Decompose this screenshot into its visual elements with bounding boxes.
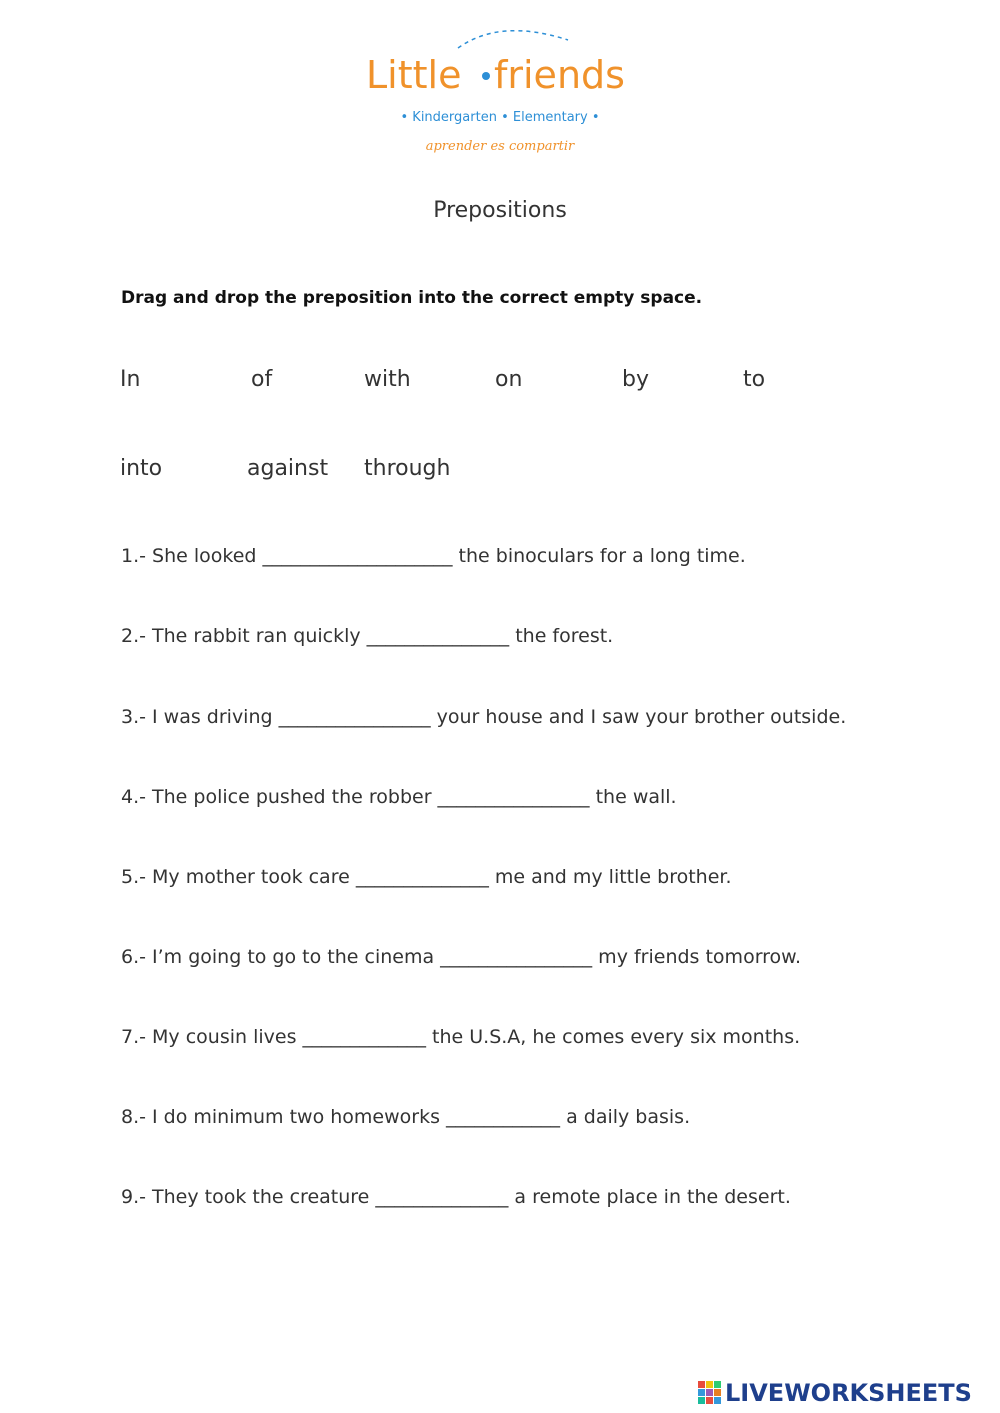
instruction-text: Drag and drop the preposition into the correct empty space. (121, 288, 703, 308)
sentence-8: 8.- I do minimum two homeworks ____________ a daily basis. (121, 1106, 691, 1128)
little-friends-logo (360, 26, 640, 156)
sentence-9: 9.- They took the creature ______________ a remote place in the desert. (121, 1186, 791, 1208)
liveworksheets-text: LIVEWORKSHEETS (725, 1379, 972, 1407)
logo-brand-text-2: friends (494, 53, 625, 97)
page-title: Prepositions (433, 198, 567, 223)
logo-tagline: aprender es compartir (425, 139, 575, 154)
liveworksheets-logo-icon (698, 1381, 722, 1405)
sentence-1: 1.- She looked ____________________ the binoculars for a long time. (121, 545, 746, 567)
word-on[interactable]: on (495, 367, 523, 392)
word-through[interactable]: through (364, 456, 451, 481)
logo-brand-text: Little (366, 53, 462, 97)
word-with[interactable]: with (364, 367, 411, 392)
word-of[interactable]: of (251, 367, 273, 392)
logo-dot-icon (482, 72, 490, 80)
sentence-6: 6.- I’m going to go to the cinema ________________ my friends tomorrow. (121, 946, 802, 968)
sentence-2: 2.- The rabbit ran quickly _______________ the forest. (121, 625, 614, 647)
word-into[interactable]: into (120, 456, 163, 481)
sentence-7: 7.- My cousin lives _____________ the U.S.A, he comes every six months. (121, 1026, 801, 1048)
sentence-5: 5.- My mother took care ______________ me and my little brother. (121, 866, 732, 888)
word-to[interactable]: to (743, 367, 766, 392)
logo-subtitle: • Kindergarten • Elementary • (400, 110, 600, 125)
sentence-3: 3.- I was driving ________________ your house and I saw your brother outside. (121, 706, 847, 728)
liveworksheets-brand (698, 1378, 972, 1408)
word-against[interactable]: against (247, 456, 329, 481)
sentence-4: 4.- The police pushed the robber ________________ the wall. (121, 786, 677, 808)
word-in[interactable]: In (120, 367, 141, 392)
word-by[interactable]: by (622, 367, 649, 392)
